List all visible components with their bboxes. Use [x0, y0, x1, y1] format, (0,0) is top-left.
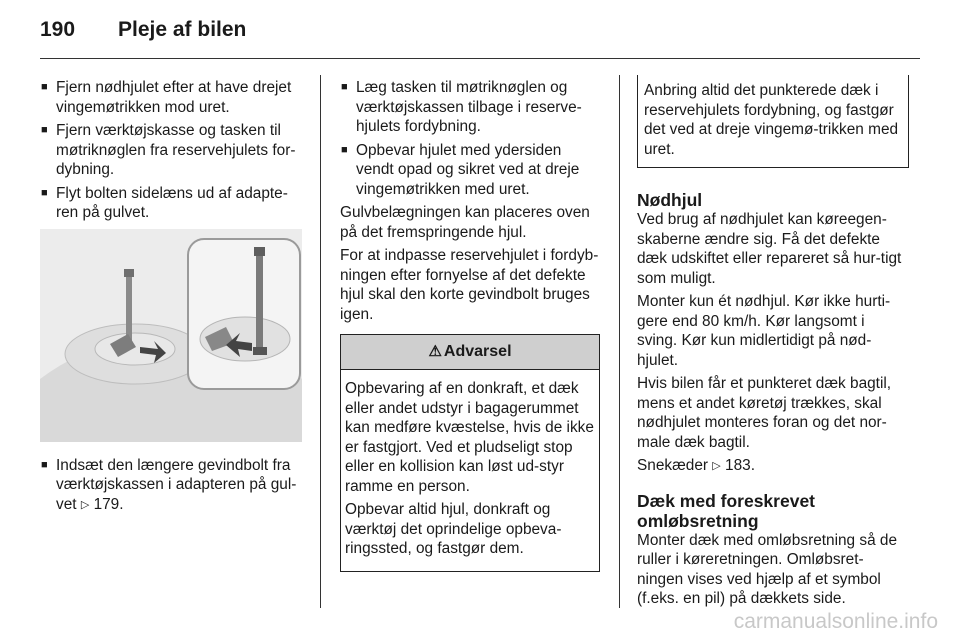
section-heading: Dæk med foreskrevet omløbsretning — [637, 490, 815, 531]
page-reference-arrow-icon: ▷ — [80, 498, 90, 511]
column-1 — [40, 78, 304, 519]
warning-box — [340, 334, 600, 572]
paragraph: For at indpasse reservehjulet i fordyb-ningen efter fornyelse af det defekte hjul skal den korte gevindbolt bruges igen. — [340, 247, 599, 323]
bullet-marker-icon: ■ — [341, 143, 348, 156]
spare-wheel-bolt-illustration — [40, 229, 302, 442]
note-box — [637, 75, 909, 168]
section-heading: Nødhjul — [637, 190, 703, 210]
bullet-item: ■ Fjern værktøjskasse og tasken til møtriknøglen fra reservehjulets for-dybning. — [41, 122, 296, 178]
cross-reference: Snekæder ▷ 183. — [637, 457, 756, 474]
bullet-item: ■ Læg tasken til møtriknøglen og værktøjskassen tilbage i reserve-hjulets fordybning. — [341, 79, 582, 135]
page-title: Pleje af bilen — [118, 18, 247, 41]
paragraph: Monter kun ét nødhjul. Kør ikke hurti-gere end 80 km/h. Kør langsomt i sving. Kør kun midlertidigt på nød-hjulet. — [637, 293, 891, 369]
page-reference[interactable]: 179. — [93, 495, 124, 513]
paragraph: Monter dæk med omløbsretning så de ruller i køreretningen. Omløbsret-ningen vises ved hjælp af et symbol (f.eks. en pil) på dækkets side. — [637, 531, 898, 607]
watermark: carmanualsonline.info — [733, 610, 938, 633]
warning-text: Opbevaring af en donkraft, et dæk eller andet udstyr i bagagerummet kan medføre kvæstelse, hvis de ikke er fastgjort. Ved et pludseligt stop eller en kollision kan løst ud-styr ramme en person. — [345, 380, 594, 495]
bullet-marker-icon: ■ — [41, 186, 48, 199]
paragraph: Gulvbelægningen kan placeres oven på det fremspringende hjul. — [340, 204, 590, 241]
bullet-item: ■ Flyt bolten sidelæns ud af adapte-ren på gulvet. — [41, 184, 288, 221]
paragraph: Ved brug af nødhjulet kan køreegen-skaberne ændre sig. Få det defekte dæk udskiftet eller repareret så hur-tigt som muligt. — [637, 211, 902, 287]
bullet-item: ■ Indsæt den længere gevindbolt fra værktøjskassen i adapteren på gul-vet ▷ 179. — [41, 456, 297, 513]
bullet-item: ■ Fjern nødhjulet efter at have drejet vingemøtrikken mod uret. — [41, 79, 292, 116]
column-divider — [320, 75, 321, 608]
warning-title: Advarsel — [443, 343, 512, 361]
column-divider — [619, 75, 620, 608]
column-3 — [637, 78, 909, 613]
bullet-marker-icon: ■ — [41, 81, 48, 93]
bullet-item: ■ Opbevar hjulet med ydersiden vendt opad og sikret ved at dreje vingemøtrikken med uret. — [341, 141, 580, 198]
header-rule — [40, 58, 920, 59]
paragraph: Hvis bilen får et punkteret dæk bagtil, mens et andet køretøj trækkes, skal nødhjulet monteres foran og det nor-male dæk bagtil. — [637, 375, 892, 451]
column-2 — [340, 78, 602, 572]
warning-header — [341, 335, 599, 370]
warning-text: Opbevar altid hjul, donkraft og værktøj det oprindelige opbeva-ringssted, og fastgør dem. — [345, 501, 562, 557]
page-number: 190 — [40, 18, 76, 41]
page-reference-arrow-icon: ▷ — [712, 460, 721, 472]
page-reference[interactable]: 183. — [725, 457, 756, 474]
warning-triangle-icon: ⚠ — [428, 343, 442, 361]
bullet-marker-icon: ■ — [41, 124, 48, 136]
bullet-marker-icon: ■ — [341, 81, 348, 93]
bullet-marker-icon: ■ — [41, 458, 48, 471]
note-text: Anbring altid det punkterede dæk i reservehjulets fordybning, og fastgør det ved at dreje vingemø-trikken med uret. — [644, 82, 899, 158]
